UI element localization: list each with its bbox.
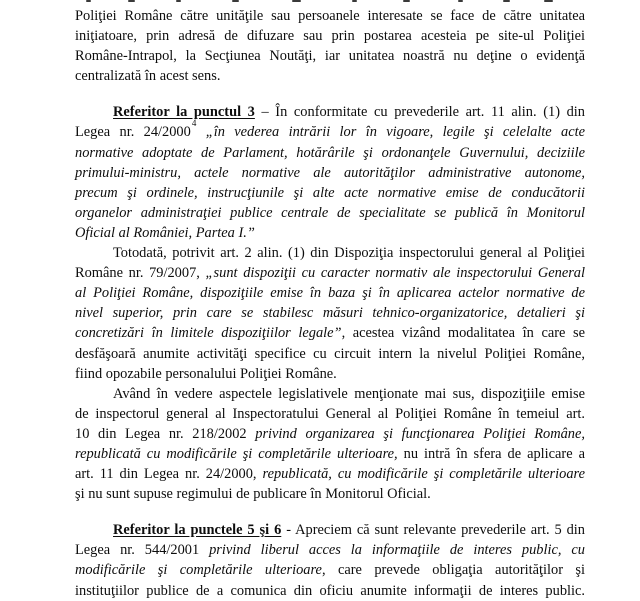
- text-run: şi nu sunt supuse regimului de publicare în Monitorul Oficial.: [75, 486, 431, 503]
- text-run: , care prevede obligaţia autorităţilor şi: [321, 562, 586, 579]
- text-line: [75, 364, 585, 384]
- text-run: Legea nr. 544/2001: [75, 542, 210, 559]
- glyph-fragment: [544, 0, 553, 2]
- text-run: nu intră în sfera de aplicare a: [397, 445, 585, 462]
- text-run: „sunt dispoziţii cu caracter normativ ale inspectorului General: [205, 265, 586, 282]
- text-line: [75, 303, 585, 323]
- text-line: [75, 424, 585, 444]
- glyph-fragment: [403, 0, 410, 2]
- text-line: [75, 581, 585, 601]
- text-line: [75, 344, 585, 364]
- text-run: Române nr. 79/2007,: [75, 265, 206, 282]
- text-line: [75, 143, 585, 163]
- text-run: , acestea vizând modalitatea în care se: [341, 325, 585, 342]
- text-run: de inspectorul general al Inspectoratului General al Poliţiei Române în temeiul art.: [75, 405, 585, 422]
- text-run: fiind opozabile personalului Poliţiei Române.: [75, 365, 337, 382]
- text-line: [75, 464, 585, 484]
- text-line: [75, 540, 585, 560]
- text-run: organelor administraţiei publice centrale de specialitate se publică în Monitorul: [75, 204, 585, 221]
- text-run: nivel superior, prin care se stabilesc măsuri tehnico-organizatorice, detalieri şi: [75, 305, 585, 322]
- text-line: [75, 520, 585, 540]
- text-line: [75, 223, 585, 243]
- glyph-fragment: [503, 0, 510, 2]
- text-line: [75, 323, 585, 343]
- text-line: [75, 102, 585, 122]
- document-content: [75, 6, 585, 601]
- glyph-fragment: [458, 0, 463, 2]
- text-run: privind organizarea şi funcţionarea Poliţiei Române,: [255, 425, 585, 442]
- text-line: [75, 263, 585, 283]
- text-run: privind liberul acces la informaţiile de interes public, cu: [209, 542, 585, 559]
- text-line: [75, 163, 585, 183]
- text-run: Poliţiei Române către unităţile sau persoanele interesate se face de către unitatea: [75, 8, 585, 24]
- glyph-fragment: [352, 0, 357, 2]
- text-run: centralizată în acest sens.: [75, 68, 221, 85]
- footnote-ref: 4: [191, 118, 197, 129]
- text-run: Române-Intrapol, la Secţiunea Noutăţi, iar unitatea noastră nu deţine o evidenţă: [75, 48, 585, 65]
- text-run: concretizări în limitele dispoziţiilor legale”: [75, 325, 342, 342]
- text-run: – În conformitate cu prevederile art. 11 alin. (1) din: [254, 104, 585, 121]
- text-run: primului-ministru, actele normative ale autorităţilor administrative autonome,: [75, 164, 585, 181]
- glyph-fragment: [232, 0, 239, 2]
- paragraph-avand-in-vedere: [75, 384, 585, 505]
- clipped-previous-line: [0, 0, 640, 3]
- text-line: [75, 26, 585, 46]
- text-run: art. 11 din Legea nr. 24/2000,: [75, 466, 263, 483]
- text-run: Oficial al României, Partea I.”: [75, 224, 255, 241]
- section-heading: Referitor la punctul 3: [113, 104, 255, 121]
- text-run: normative adoptate de Parlament, hotărârile şi ordonanţele Guvernului, deciziile: [75, 144, 585, 161]
- text-run: republicată, cu modificările şi completările ulterioare: [262, 466, 585, 483]
- text-line: [75, 384, 585, 404]
- text-run: Având în vedere aspectele legislativele menţionate mai sus, dispoziţiile emise: [113, 385, 585, 402]
- section-point-3: [75, 102, 585, 243]
- text-run: instituţiilor publice de a comunica din oficiu anumite informaţii de interes public.: [75, 582, 585, 599]
- text-line: [75, 283, 585, 303]
- text-run: modificările şi completările ulterioare: [75, 562, 322, 579]
- text-run: Legea nr. 24/2000: [75, 124, 191, 141]
- paragraph-totodata: [75, 243, 585, 384]
- text-line: [75, 560, 585, 580]
- text-run: iniţiatoare, prin adresă de difuzare sau prin postarea acesteia pe site-ul Poliţiei: [75, 28, 585, 45]
- text-line: [75, 484, 585, 504]
- text-line: [75, 118, 585, 142]
- text-run: Totodată, potrivit art. 2 alin. (1) din Dispoziţia inspectorului general al Poliţiei: [113, 245, 585, 262]
- text-run: al Poliţiei Române, dispoziţiile emise în baza şi în aplicarea actelor normative de: [75, 285, 585, 302]
- text-run: „în vederea intrării lor în vigoare, legile şi celelalte acte: [196, 124, 585, 141]
- text-line: [75, 243, 585, 263]
- glyph-fragment: [292, 0, 301, 2]
- text-run: republicată cu modificările şi completările ulterioare,: [75, 445, 398, 462]
- glyph-fragment: [86, 0, 91, 2]
- text-run: desfăşoară anumite activităţi specifice cu circuit intern la nivelul Poliţiei Române,: [75, 345, 585, 362]
- text-run: - Apreciem că sunt relevante prevederile art. 5 din: [281, 522, 585, 539]
- text-line: [75, 46, 585, 66]
- text-line: [75, 6, 585, 26]
- glyph-fragment: [128, 0, 135, 2]
- glyph-fragment: [176, 0, 181, 2]
- section-heading: Referitor la punctele 5 şi 6: [113, 522, 282, 539]
- text-line: [75, 404, 585, 424]
- text-line: [75, 203, 585, 223]
- paragraph-distribution-continuation: [75, 6, 585, 86]
- text-line: [75, 66, 585, 86]
- text-run: precum şi ordinele, instrucţiunile şi alte acte normative emise de conducătorii: [75, 184, 585, 201]
- section-points-5-6: [75, 520, 585, 600]
- text-line: [75, 444, 585, 464]
- text-line: [75, 183, 585, 203]
- text-run: 10 din Legea nr. 218/2002: [75, 425, 256, 442]
